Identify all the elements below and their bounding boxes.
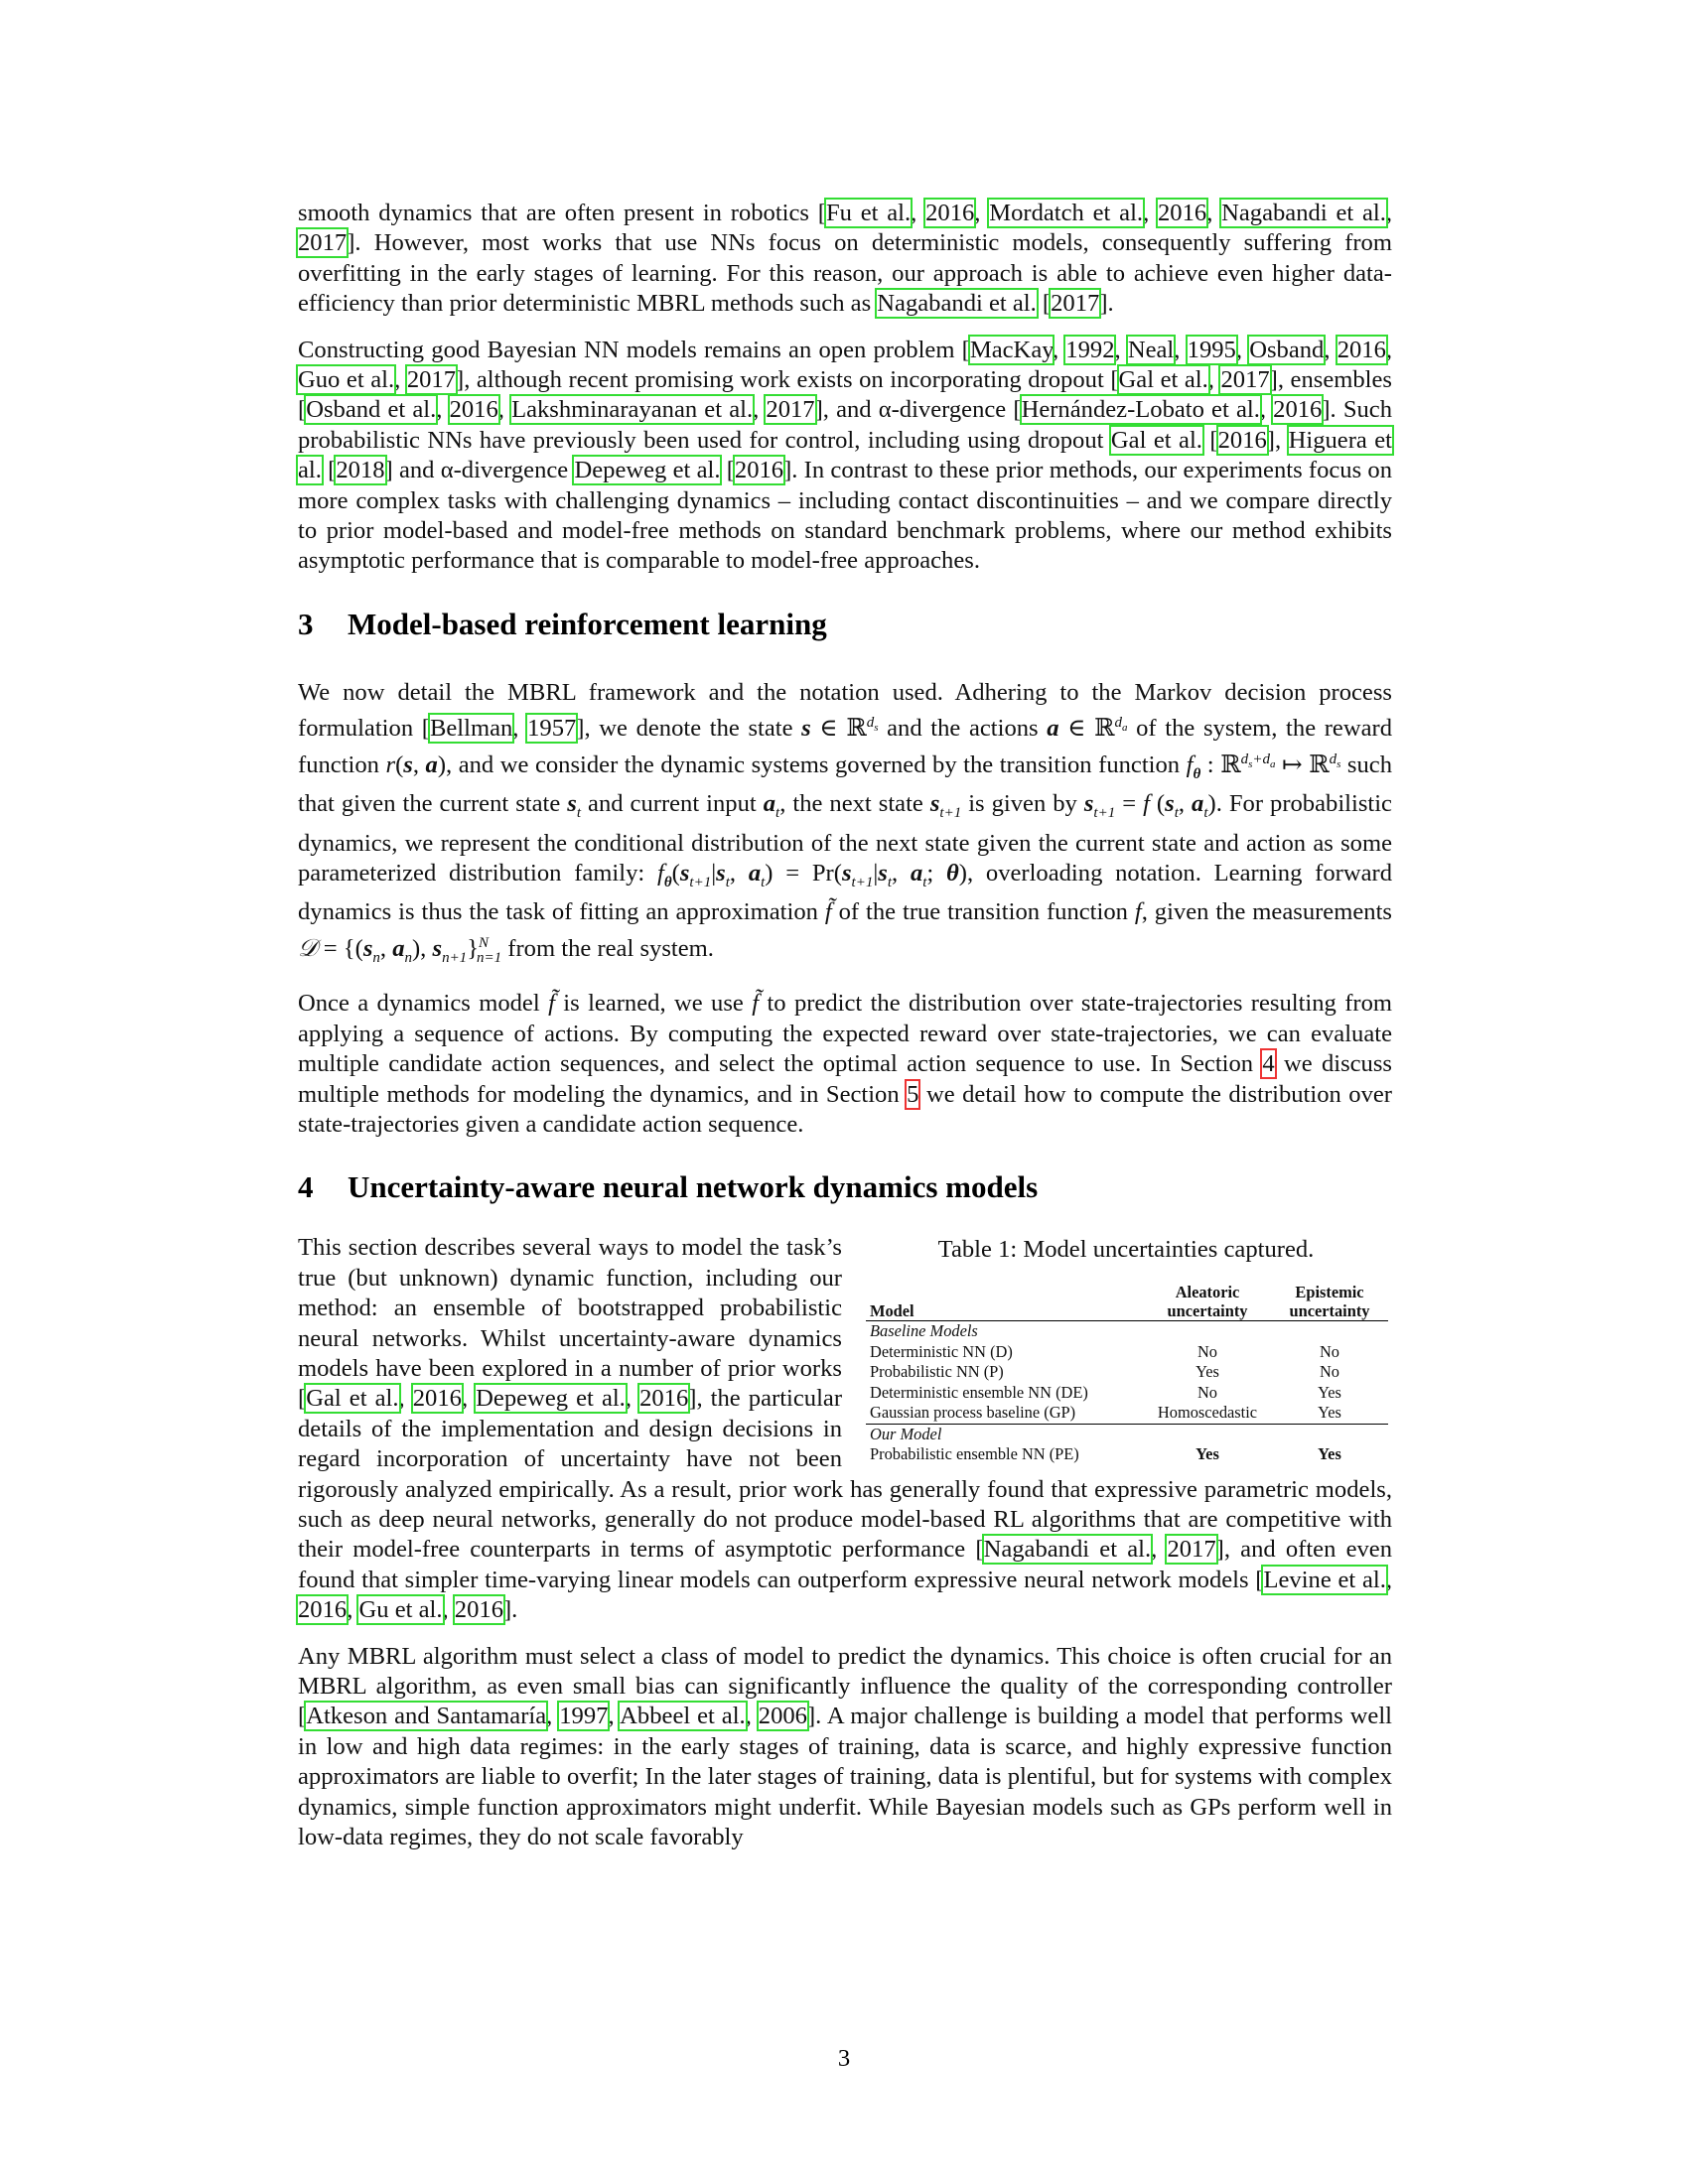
- section-heading-3: [298, 607, 1392, 642]
- citation-link[interactable]: 2016: [639, 1385, 689, 1413]
- citation-link[interactable]: 2018: [336, 457, 385, 484]
- citation-link[interactable]: MacKay: [969, 336, 1053, 363]
- citation-link[interactable]: 2016: [449, 396, 498, 424]
- table-row: Probabilistic ensemble NN (PE) Yes Yes: [870, 1444, 1341, 1464]
- citation-link[interactable]: Fu et al.: [825, 200, 912, 226]
- paragraph-mbrl-framework: We now detail the MBRL framework and the notation used. Adhering to the Markov decision process formulation [Bellman, 1957], we denote the state s ∈ ℝ$^{d_s}$ and the actions a ∈ ℝ$^{d_a}$ of the system, the reward function r(s, a), and we consider the dynamic systems governed by the transition function $f_\theta$ : ℝ$^{d_s+d_a}$ ↦ ℝ$^{d_s}$ such that given the current state $s_t$ and current input $a_t$, the next state $s_{t+1}$ is given by $s_{t+1} = f$ ($s_t$, $a_t$). For probabilistic dynamics, we represent the conditional distribution of the next state given the current state and action as some parameterized distribution family: $f_\theta(s_{t+1}|s_t$, $a_t) = Pr(s_{t+1}|s_t$, $a_t$; θ), overloading notation. Learning forward dynamics is thus the task of fitting an approximation f̃ of the true transition function f, given the measurements 𝒟 = {($s_n$, $a_n$), $s_{n+1}\}^N_{n=1}$ from the real system.: [298, 678, 1393, 966]
- table-caption: Table 1: Model uncertainties captured.: [937, 1236, 1315, 1264]
- paragraph-related-work-2: Constructing good Bayesian NN models remains an open problem [MacKay, 1992, Neal, 1995, Osband, 2016, Guo et al., 2017], although recent promising work exists on incorporating dropout [Gal et al., 2017], ensembles [Osband et al., 2016, Lakshminarayanan et al., 2017], and α-divergence [Hernández-Lobato et al., 2016]. Such probabilistic NNs have previously been used for control, including using dropout Gal et al. [2016], Higuera et al. [2018] and α-divergence Depeweg et al. [2016]. In contrast to these prior methods, our experiments focus on more complex tasks with challenging dynamics – including contact discontinuities – and we compare directly to prior model-based and model-free methods on standard benchmark problems, where our method exhibits asymptotic performance that is comparable to model-free approaches.: [298, 336, 1393, 575]
- citation-link[interactable]: Nagabandi et al.: [1221, 200, 1386, 226]
- section-number: 3: [298, 606, 314, 641]
- citation-link[interactable]: 2016: [1273, 396, 1323, 424]
- column-header: Aleatoric uncertainty: [1167, 1283, 1248, 1321]
- table-group-row: Baseline Models: [870, 1321, 978, 1341]
- citation-link[interactable]: Nagabandi et al.: [877, 290, 1037, 318]
- citation-link[interactable]: Depeweg et al.: [574, 457, 721, 484]
- citation-link[interactable]: Osband: [1249, 336, 1325, 363]
- citation-link[interactable]: 1995: [1187, 336, 1236, 363]
- section-4-body: [298, 1233, 1392, 1625]
- section-heading-4: [298, 1169, 1392, 1205]
- citation-link[interactable]: 2006: [758, 1703, 807, 1730]
- section-crossref-link[interactable]: 5: [907, 1080, 919, 1108]
- citation-link[interactable]: 2017: [406, 366, 456, 394]
- citation-link[interactable]: Gal et al.: [306, 1385, 399, 1413]
- citation-link[interactable]: Mordatch et al.: [989, 200, 1144, 226]
- page-number: 3: [837, 2045, 851, 2072]
- table-group-row: Our Model: [866, 1424, 1388, 1444]
- model-uncertainty-table: [866, 1283, 1388, 1465]
- citation-link[interactable]: Osband et al.: [306, 396, 437, 424]
- citation-link[interactable]: 2017: [766, 396, 815, 424]
- table-row: Probabilistic NN (P) Yes No: [870, 1362, 1340, 1382]
- paragraph-model-selection: Any MBRL algorithm must select a class of model to predict the dynamics. This choice is often crucial for an MBRL algorithm, as even small bias can significantly influence the quality of the corresponding controller [Atkeson and Santamaría, 1997, Abbeel et al., 2006]. A major challenge is building a model that performs well in low and high data regimes: in the early stages of training, data is scarce, and highly expressive function approximators are liable to overfit; In the later stages of training, data is plentiful, but for systems with complex dynamics, simple function approximators might underfit. While Bayesian models such as GPs perform well in low-data regimes, they do not scale favorably: [298, 1642, 1393, 1851]
- citation-link[interactable]: Neal: [1127, 336, 1175, 363]
- citation-link[interactable]: 2016: [1336, 336, 1386, 363]
- paragraph-related-work-1: smooth dynamics that are often present in robotics [Fu et al., 2016, Mordatch et al., 2016, Nagabandi et al., 2017]. However, most works that use NNs focus on deterministic models, consequently suffering from overfitting in the early stages of learning. For this reason, our approach is able to achieve even higher data-efficiency than prior deterministic MBRL methods such as Nagabandi et al. [2017].: [298, 200, 1393, 318]
- citation-link[interactable]: 2016: [412, 1385, 462, 1413]
- table-1: [860, 1235, 1392, 1465]
- section-title: Uncertainty-aware neural network dynamics models: [348, 1169, 1039, 1205]
- section-number: 4: [298, 1169, 314, 1205]
- citation-link[interactable]: Atkeson and Santamaría: [306, 1703, 547, 1730]
- citation-link[interactable]: Higuera et al.: [298, 426, 1392, 484]
- column-header: Model: [870, 1301, 914, 1321]
- citation-link[interactable]: Bellman: [429, 715, 513, 743]
- citation-link[interactable]: 2016: [925, 200, 975, 226]
- citation-link[interactable]: 2016: [298, 1596, 348, 1624]
- citation-link[interactable]: 2016: [1217, 426, 1267, 454]
- citation-link[interactable]: 2017: [1167, 1536, 1216, 1564]
- citation-link[interactable]: Lakshminarayanan et al.: [511, 396, 754, 424]
- citation-link[interactable]: 2016: [1158, 200, 1207, 226]
- section-crossref-link[interactable]: 4: [1262, 1050, 1275, 1078]
- citation-link[interactable]: 2017: [1220, 366, 1270, 394]
- citation-link[interactable]: Gu et al.: [358, 1596, 443, 1624]
- citation-link[interactable]: 2017: [1051, 290, 1100, 318]
- citation-link[interactable]: Levine et al.: [1263, 1566, 1386, 1593]
- column-header: Epistemic uncertainty: [1289, 1283, 1370, 1321]
- citation-link[interactable]: 1992: [1065, 336, 1115, 363]
- citation-link[interactable]: 1997: [559, 1703, 609, 1730]
- table-row: Deterministic NN (D) No No: [870, 1341, 1340, 1361]
- section-title: Model-based reinforcement learning: [348, 606, 827, 641]
- table-row: Gaussian process baseline (GP) Homoscedastic Yes: [870, 1403, 1341, 1423]
- table-row: Deterministic ensemble NN (DE) No Yes: [870, 1382, 1341, 1402]
- citation-link[interactable]: Hernández-Lobato et al.: [1021, 396, 1260, 424]
- citation-link[interactable]: Abbeel et al.: [620, 1703, 746, 1730]
- paper-page: [298, 199, 1392, 1868]
- table-header-row: [866, 1283, 1388, 1321]
- citation-link[interactable]: 2016: [734, 457, 784, 484]
- citation-link[interactable]: Gal et al.: [1110, 426, 1202, 454]
- citation-link[interactable]: 1957: [527, 715, 577, 743]
- citation-link[interactable]: Depeweg et al.: [476, 1385, 626, 1413]
- citation-link[interactable]: Guo et al.: [298, 366, 395, 394]
- citation-link[interactable]: Nagabandi et al.: [983, 1536, 1152, 1564]
- paragraph-uncertainty-models: This section describes several ways to model the task’s true (but unknown) dynamic function, including our method: an ensemble of bootstrapped probabilistic neural networks. Whilst uncertainty-aware dynamics models have been explored in a number of prior works [Gal et al., 2016, Depeweg et al., 2016], the particular details of the implementation and design decisions in regard incorporation of uncertainty have not been rigorously analyzed empirically. As a result, prior work has generally found that expressive parametric models, such as deep neural networks, generally do not produce model-based RL algorithms that are competitive with their model-free counterparts in terms of asymptotic performance [Nagabandi et al., 2017], and often even found that simpler time-varying linear models can outperform expressive neural network models [Levine et al., 2016, Gu et al., 2016].: [298, 1234, 1392, 1624]
- citation-link[interactable]: 2017: [298, 229, 348, 257]
- paragraph-dynamics-model: Once a dynamics model f̃ is learned, we use f̃ to predict the distribution over state-trajectories resulting from applying a sequence of actions. By computing the expected reward over state-trajectories, we can evaluate multiple candidate action sequences, and select the optimal action sequence to use. In Section 4 we discuss multiple methods for modeling the dynamics, and in Section 5 we detail how to compute the distribution over state-trajectories given a candidate action sequence.: [298, 990, 1393, 1138]
- citation-link[interactable]: 2016: [454, 1596, 503, 1624]
- citation-link[interactable]: Gal et al.: [1118, 366, 1208, 394]
